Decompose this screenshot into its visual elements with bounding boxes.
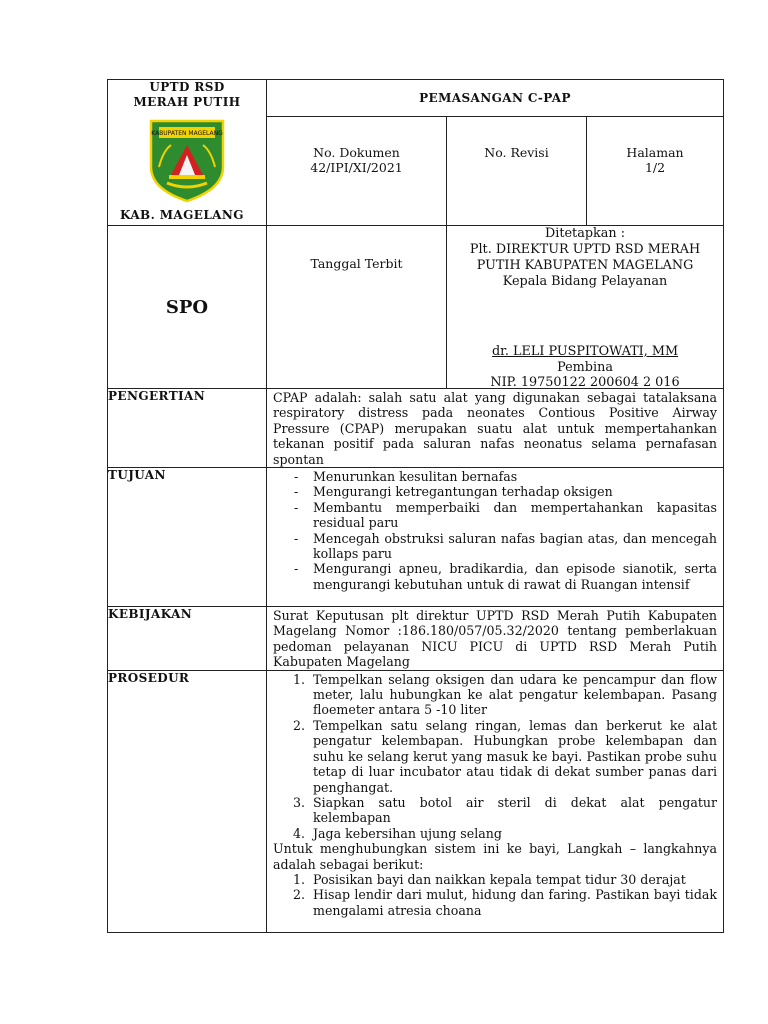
- revision-label: No. Revisi: [484, 145, 549, 160]
- spo-cell: [108, 226, 267, 389]
- list-item: - Menurunkan kesulitan bernafas: [267, 469, 717, 484]
- prosedur-cell: [267, 670, 724, 932]
- list-item: - Mencegah obstruksi saluran nafas bagian atas, dan mencegah kollaps paru: [267, 531, 717, 562]
- list-item: - Mengurangi ketregantungan terhadap oksigen: [267, 484, 717, 499]
- issue-date-label: Tanggal Terbit: [310, 256, 403, 271]
- logo-label: KABUPATEN MAGELANG: [151, 130, 223, 137]
- pengertian-text: CPAP adalah: salah satu alat yang digunakan sebagai tatalaksana respiratory distress pada neonates Contious Positive Airway Pressure (CPAP) merupakan suatu alat untuk mempertahankan tekanan positif pada saluran nafas neonatus selama pernafasan spontan: [273, 390, 718, 467]
- issue-date-cell: [267, 226, 447, 389]
- doc-number-cell: [267, 117, 447, 226]
- list-item: 2. Tempelkan satu selang ringan, lemas dan berkerut ke alat pengatur kelembapan. Hubungkan probe kelembapan dan suhu ke selang kerut yang masuk ke bayi. Pastikan probe suhu tetap di luar incubator atau tidak di dekat sumber panas dari penghangat.: [293, 717, 718, 795]
- org-cell: [108, 80, 267, 226]
- document-title: PEMASANGAN C-PAP: [267, 80, 724, 117]
- approval-cell: [447, 226, 724, 389]
- page-cell: [587, 117, 724, 226]
- prosedur-steps-a: [267, 672, 723, 841]
- list-item: 3. Siapkan satu botol air steril di dekat alat pengatur kelembapan: [293, 794, 718, 826]
- director-line1: Plt. DIREKTUR UPTD RSD MERAH: [469, 242, 701, 257]
- prosedur-label: PROSEDUR: [108, 670, 267, 932]
- director-line3: Kepala Bidang Pelayanan: [502, 274, 668, 289]
- ditetapkan-label: Ditetapkan :: [544, 226, 626, 241]
- kebijakan-text: Surat Keputusan plt direktur UPTD RSD Merah Putih Kabupaten Magelang Nomor :186.180/057/05.32/2020 tentang pemberlakuan pedoman pelayanan NICU PICU di UPTD RSD Merah Putih Kabupaten Magelang: [273, 608, 718, 670]
- list-item: 2. Hisap lendir dari mulut, hidung dan faring. Pastikan bayi tidak mengalami atresia choana: [293, 887, 718, 918]
- tujuan-list: [267, 469, 723, 592]
- revision-cell: [447, 117, 587, 226]
- spo-document-table: [107, 79, 724, 933]
- list-item: - Membantu memperbaiki dan mempertahankan kapasitas residual paru: [267, 500, 717, 531]
- org-name-line2: MERAH PUTIH: [133, 95, 241, 109]
- page-label: Halaman: [626, 145, 684, 160]
- page-value: 1/2: [644, 160, 666, 175]
- tujuan-cell: [267, 468, 724, 607]
- pengertian-cell: [267, 389, 724, 468]
- pengertian-label: PENGERTIAN: [108, 389, 267, 468]
- regency-logo: [147, 117, 227, 203]
- list-item: 1. Tempelkan selang oksigen dan udara ke pencampur dan flow meter, lalu hubungkan ke alat pengatur kelembapan. Pasang floemeter antara 5 -10 liter: [293, 671, 718, 718]
- list-item: 1. Posisikan bayi dan naikkan kepala tempat tidur 30 derajat: [293, 871, 686, 887]
- doc-number-value: 42/IPI/XI/2021: [310, 160, 403, 175]
- list-item: 4. Jaga kebersihan ujung selang: [293, 825, 502, 841]
- kebijakan-cell: [267, 607, 724, 671]
- list-item: - Mengurangi apneu, bradikardia, dan episode sianotik, serta mengurangi kebutuhan untuk di rawat di Ruangan intensif: [267, 561, 717, 592]
- org-region: KAB. MAGELANG: [120, 208, 244, 222]
- kebijakan-label: KEBIJAKAN: [108, 607, 267, 671]
- doc-number-label: No. Dokumen: [313, 145, 400, 160]
- signer-rank: Pembina: [557, 359, 613, 375]
- prosedur-intro: Untuk menghubungkan sistem ini ke bayi, Langkah – langkahnya adalah sebagai berikut:: [273, 841, 718, 872]
- director-line2: PUTIH KABUPATEN MAGELANG: [476, 258, 694, 273]
- signer-name: dr. LELI PUSPITOWATI, MM: [491, 344, 679, 359]
- tujuan-label: TUJUAN: [108, 468, 267, 607]
- spo-label: SPO: [165, 296, 209, 318]
- signer-nip: NIP. 19750122 200604 2 016: [490, 375, 680, 391]
- org-name-line1: UPTD RSD: [149, 80, 225, 94]
- prosedur-steps-b: [267, 872, 723, 918]
